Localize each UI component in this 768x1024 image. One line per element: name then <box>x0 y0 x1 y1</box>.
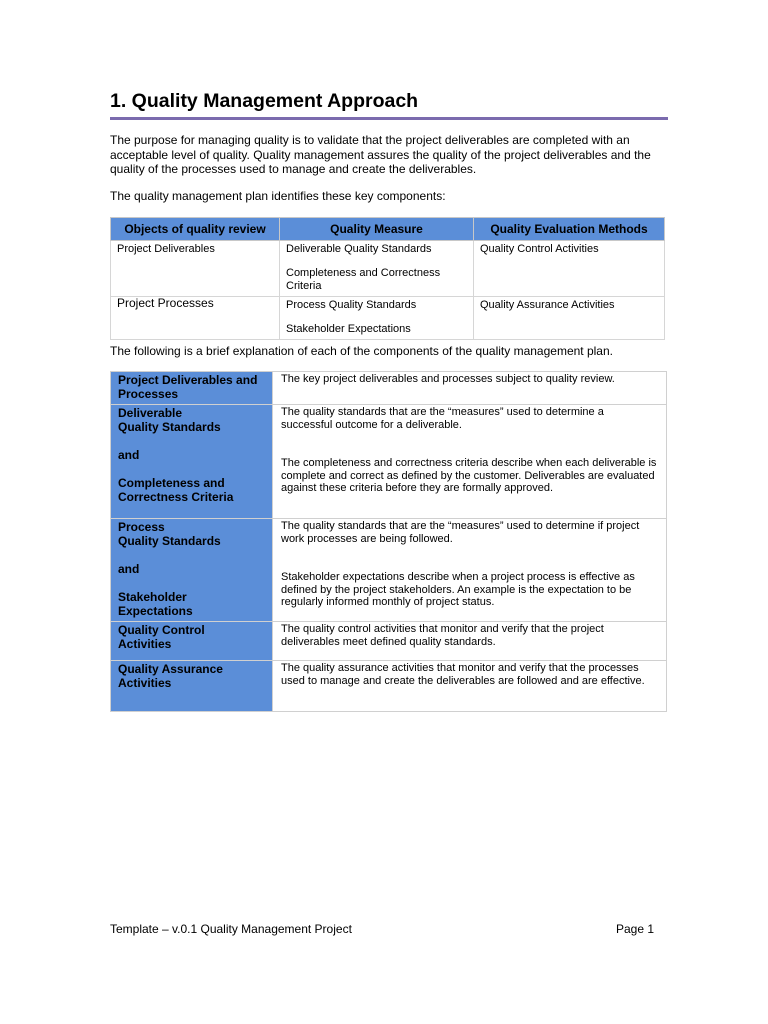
component-description: The key project deliverables and processes subject to quality review. <box>281 373 615 385</box>
table-row <box>111 372 667 405</box>
components-table-header <box>111 218 665 241</box>
component-name: Process <box>118 520 165 534</box>
measure-item: Deliverable Quality Standards <box>286 243 432 255</box>
components-table <box>110 217 665 340</box>
component-name: Expectations <box>118 604 193 618</box>
footer-template-label: Template – v.0.1 Quality Management Project <box>110 922 352 936</box>
component-name: and <box>118 448 140 462</box>
component-description-cell <box>273 622 667 661</box>
table-row <box>111 519 667 622</box>
column-header: Quality Evaluation Methods <box>474 218 665 241</box>
component-name-cell <box>111 372 273 405</box>
method-cell: Quality Control Activities <box>474 241 665 297</box>
component-name: Activities <box>118 637 172 651</box>
component-description-cell <box>273 372 667 405</box>
table-row <box>111 405 667 519</box>
explanation-intro: The following is a brief explanation of each of the components of the quality management plan. <box>110 344 613 358</box>
object-cell: Project Processes <box>111 297 280 340</box>
component-name: Activities <box>118 676 172 690</box>
footer-page-number: Page 1 <box>616 922 655 936</box>
table-row <box>111 622 667 661</box>
table-row <box>111 241 665 297</box>
component-name: Stakeholder <box>118 590 187 604</box>
column-header: Objects of quality review <box>111 218 280 241</box>
component-name-cell <box>111 622 273 661</box>
explanation-table <box>110 371 667 712</box>
component-name: Quality Assurance <box>118 662 223 676</box>
measure-item: Stakeholder Expectations <box>286 323 411 335</box>
component-description: The completeness and correctness criteria describe when each deliverable is complete and correct as defined by the customer. Deliverables are evaluated against these criteria before they are formally approved. <box>281 457 657 494</box>
method-cell: Quality Assurance Activities <box>474 297 665 340</box>
table-row <box>111 297 665 340</box>
component-name: Completeness and <box>118 476 225 490</box>
component-description: The quality standards that are the “measures” used to determine if project work processes are being followed. <box>281 520 640 545</box>
column-header: Quality Measure <box>280 218 474 241</box>
component-name: Project Deliverables and Processes <box>118 373 258 401</box>
section-heading: 1. Quality Management Approach <box>110 88 668 120</box>
component-name: Quality Control <box>118 623 205 637</box>
component-name: and <box>118 562 140 576</box>
measure-item: Completeness and Correctness Criteria <box>286 267 441 292</box>
component-name: Quality Standards <box>118 534 221 548</box>
measure-item: Process Quality Standards <box>286 299 417 311</box>
component-name-cell <box>111 405 273 519</box>
component-name: Quality Standards <box>118 420 221 434</box>
components-intro: The quality management plan identifies these key components: <box>110 189 446 203</box>
component-description-cell <box>273 519 667 622</box>
component-name: Correctness Criteria <box>118 490 234 504</box>
component-description-cell <box>273 661 667 712</box>
component-description-cell <box>273 405 667 519</box>
component-description: The quality control activities that monitor and verify that the project deliverables meet defined quality standards. <box>281 623 604 648</box>
intro-paragraph: The purpose for managing quality is to validate that the project deliverables are completed with an acceptable level of quality. Quality management assures the quality of the project deliverables and the quality of the processes used to manage and create the deliverables. <box>110 133 651 176</box>
object-cell: Project Deliverables <box>111 241 280 297</box>
table-row <box>111 661 667 712</box>
component-name: Deliverable <box>118 406 183 420</box>
component-description: Stakeholder expectations describe when a project process is effective as defined by the project stakeholders. An example is the expectation to be regularly informed monthly of project status. <box>281 571 635 608</box>
component-name-cell <box>111 519 273 622</box>
measure-cell <box>280 297 474 340</box>
measure-cell <box>280 241 474 297</box>
component-description: The quality assurance activities that monitor and verify that the processes used to manage and create the deliverables are followed and are effective. <box>281 662 645 687</box>
component-description: The quality standards that are the “measures” used to determine a successful outcome for a deliverable. <box>281 406 604 431</box>
component-name-cell <box>111 661 273 712</box>
